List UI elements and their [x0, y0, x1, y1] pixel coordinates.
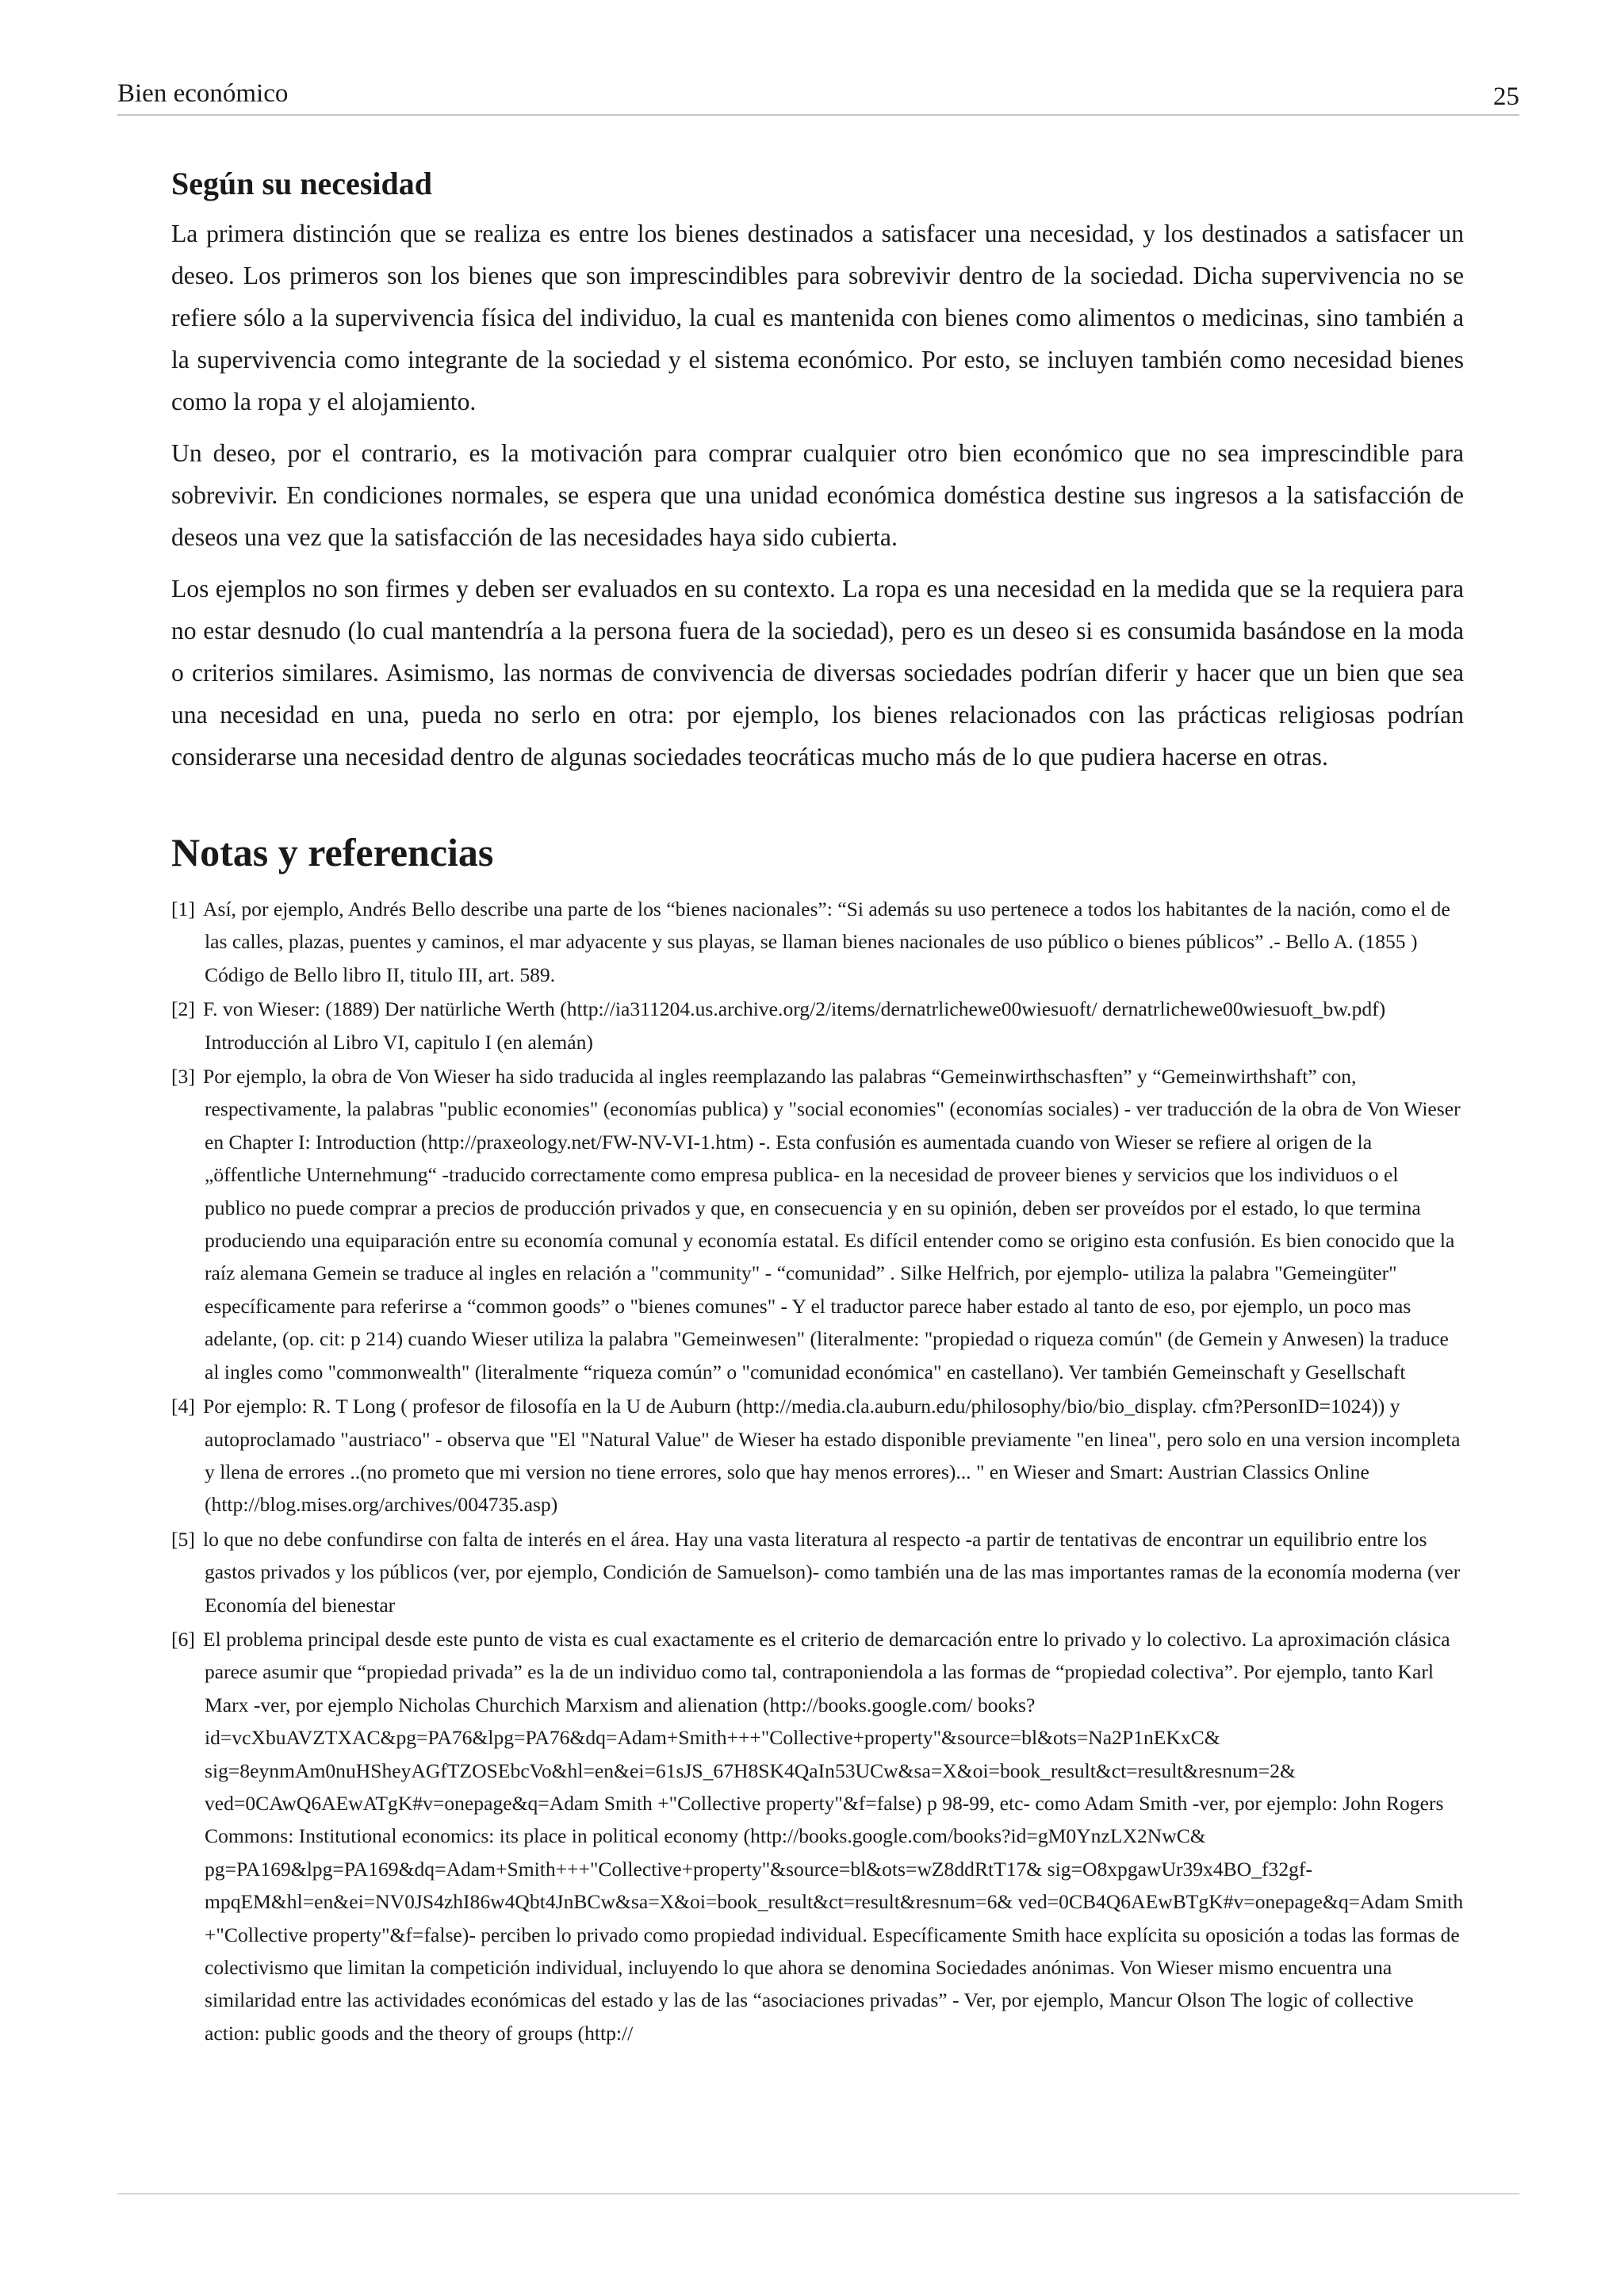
- note-number: [6]: [171, 1627, 195, 1651]
- running-title: Bien económico: [117, 79, 289, 108]
- page-content: [171, 163, 1464, 2051]
- note-number: [2]: [171, 997, 195, 1021]
- note-text: Por ejemplo, la obra de Von Wieser ha sido traducida al ingles reemplazando las palabras “Gemeinwirthschasften” y “Gemeinwirthshaft” con, respectivamente, la palabras "public economies" (economías publica) y "social economies" (economías sociales) - ver traducción de la obra de Von Wieser en Chapter I: Introduction (http://praxeology.net/FW-NV-VI-1.htm) -. Esta confusión es aumentada cuando von Wieser se refiere al origen de la „öffentliche Unternehmung“ -traducido correctamente como empresa publica- en la necesidad de proveer bienes y servicios que los individuos o el publico no puede comprar a precios de producción privados y que, en consecuencia y en su opinión, deben ser proveídos por el estado, lo que termina produciendo una equiparación entre su economía comunal y economía estatal. Es difícil entender como se origino esta confusión. Es bien conocido que la raíz alemana Gemein se traduce al ingles en relación a "community" - “comunidad” . Silke Helfrich, por ejemplo- utiliza la palabra "Gemeingüter" específicamente para referirse a “common goods” o "bienes comunes" - Y el traductor parece haber estado al tanto de eso, por ejemplo, un poco mas adelante, (op. cit: p 214) cuando Wieser utiliza la palabra "Gemeinwesen" (literalmente: "propiedad o riqueza común" (de Gemein y Anwesen) la traduce al ingles como "commonwealth" (literalmente “riqueza común” o "comunidad económica" en castellano). Ver también Gemeinschaft y Gesellschaft: [203, 1065, 1461, 1383]
- paragraph: Un deseo, por el contrario, es la motivación para comprar cualquier otro bien económico que no sea imprescindible para sobrevivir. En condiciones normales, se espera que una unidad económica doméstica destine sus ingresos a la satisfacción de deseos una vez que la satisfacción de las necesidades haya sido cubierta.: [171, 439, 1464, 551]
- notes-list: [171, 893, 1464, 2049]
- note-number: [3]: [171, 1065, 195, 1089]
- note-text: Así, por ejemplo, Andrés Bello describe una parte de los “bienes nacionales”: “Si además su uso pertenece a todos los habitantes de la nación, como el de las calles, plazas, puentes y caminos, el mar adyacente y sus playas, se llaman bienes nacionales de uso público o bienes públicos” .- Bello A. (1855 ) Código de Bello libro II, titulo III, art. 589.: [203, 897, 1450, 986]
- references-section: [171, 827, 1464, 2049]
- note-number: [4]: [171, 1395, 195, 1418]
- references-heading: Notas y referencias: [171, 830, 494, 874]
- note-item: [171, 893, 1464, 991]
- page-number: 25: [1493, 82, 1519, 111]
- note-number: [1]: [171, 897, 195, 920]
- note-item: [171, 1523, 1464, 1621]
- note-text: Por ejemplo: R. T Long ( profesor de filosofía en la U de Auburn (http://media.cla.auburn.edu/philosophy/bio/bio_display. cfm?PersonID=1024)) y autoproclamado "austriaco" - observa que "El "Natural Value" de Wieser ha estado disponible previamente "en linea", pero solo en una version incompleta y llena de errores ..(no prometo que mi version no tiene errores, solo que hay menos errores)... " en Wieser and Smart: Austrian Classics Online (http://blog.mises.org/archives/004735.asp): [203, 1395, 1461, 1517]
- note-number: [5]: [171, 1527, 195, 1551]
- paragraph: La primera distinción que se realiza es entre los bienes destinados a satisfacer una necesidad, y los destinados a satisfacer un deseo. Los primeros son los bienes que son imprescindibles para sobrevivir dentro de la sociedad. Dicha supervivencia no se refiere sólo a la supervivencia física del individuo, la cual es mantenida con bienes como alimentos o medicinas, sino también a la supervivencia como integrante de la sociedad y el sistema económico. Por esto, se incluyen también como necesidad bienes como la ropa y el alojamiento.: [171, 220, 1464, 415]
- note-text: lo que no debe confundirse con falta de interés en el área. Hay una vasta literatura al respecto -a partir de tentativas de encontrar un equilibrio entre los gastos privados y los públicos (ver, por ejemplo, Condición de Samuelson)- como también una de las mas importantes ramas de la economía moderna (ver Economía del bienestar: [203, 1527, 1461, 1617]
- note-item: [171, 993, 1464, 1058]
- note-item: [171, 1390, 1464, 1521]
- note-text: F. von Wieser: (1889) Der natürliche Werth (http://ia311204.us.archive.org/2/items/dernatrlichewe00wiesuoft/ dernatrlichewe00wiesuoft_bw.pdf) Introducción al Libro VI, capitulo I (en alemán): [203, 997, 1386, 1054]
- note-item: [171, 1623, 1464, 2049]
- footer-rule: [117, 2193, 1519, 2195]
- section-heading: Según su necesidad: [171, 166, 432, 201]
- note-item: [171, 1060, 1464, 1388]
- note-text: El problema principal desde este punto de vista es cual exactamente es el criterio de demarcación entre lo privado y lo colectivo. La aproximación clásica parece asumir que “propiedad privada” es la de un individuo como tal, contraponiendola a las formas de “propiedad colectiva”. Por ejemplo, tanto Karl Marx -ver, por ejemplo Nicholas Churchich Marxism and alienation (http://books.google.com/ books?id=vcXbuAVZTXAC&pg=PA76&lpg=PA76&dq=Adam+Smith+++"Collective+property"&source=bl&ots=Na2P1nEKxC& sig=8eynmAm0nuHSheyAGfTZOSEbcVo&hl=en&ei=61sJS_67H8SK4QaIn53UCw&sa=X&oi=book_result&ct=result&resnum=2& ved=0CAwQ6AEwATgK#v=onepage&q=Adam Smith +"Collective property"&f=false) p 98-99, etc- como Adam Smith -ver, por ejemplo: John Rogers Commons: Institutional economics: its place in political economy (http://books.google.com/books?id=gM0YnzLX2NwC& pg=PA169&lpg=PA169&dq=Adam+Smith+++"Collective+property"&source=bl&ots=wZ8ddRtT17& sig=O8xpgawUr39x4BO_f32gf-mpqEM&hl=en&ei=NV0JS4zhI86w4Qbt4JnBCw&sa=X&oi=book_result&ct=result&resnum=6& ved=0CB4Q6AEwBTgK#v=onepage&q=Adam Smith +"Collective property"&f=false)- perciben lo privado como propiedad individual. Específicamente Smith hace explícita su oposición a todas las formas de colectivismo que limitan la competición individual, incluyendo lo que ahora se denomina Sociedades anónimas. Von Wieser mismo encuentra una similaridad entre las actividades económicas del estado y las de las “asociaciones privadas” - Ver, por ejemplo, Mancur Olson The logic of collective action: public goods and the theory of groups (http://: [203, 1627, 1464, 2045]
- page-header: [117, 76, 1519, 116]
- paragraph: Los ejemplos no son firmes y deben ser evaluados en su contexto. La ropa es una necesidad en la medida que se la requiera para no estar desnudo (lo cual mantendría a la persona fuera de la sociedad), pero es un deseo si es consumida basándose en la moda o criterios similares. Asimismo, las normas de convivencia de diversas sociedades podrían diferir y hacer que un bien que sea una necesidad en una, pueda no serlo en otra: por ejemplo, los bienes relacionados con las prácticas religiosas podrían considerarse una necesidad dentro de algunas sociedades teocráticas mucho más de lo que pudiera hacerse en otras.: [171, 575, 1464, 771]
